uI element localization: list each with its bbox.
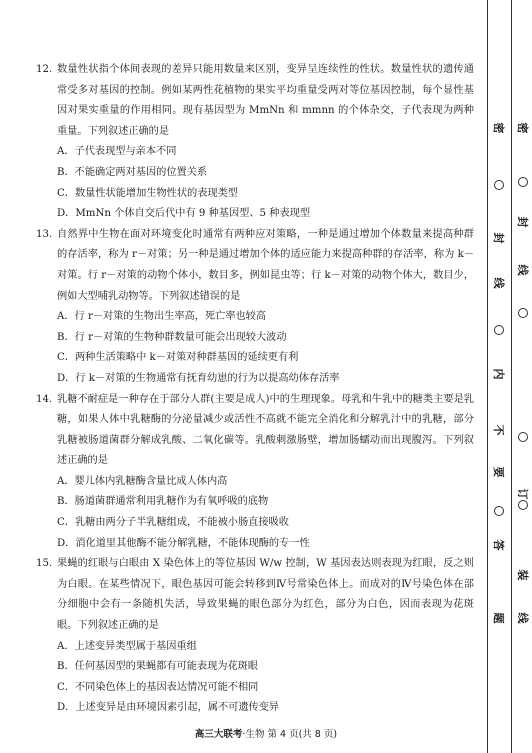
binding-char: 封	[516, 216, 529, 228]
option-d: D．行 k－对策的生物通常有抚育幼崽的行为以提高幼体存活率	[57, 372, 340, 384]
option-c: C．不同染色体上的基因表达情况可能不相同	[57, 681, 259, 693]
question-stem	[36, 225, 474, 307]
question-text: 数量性状指个体间表现的差异只能用数量来区别，变异呈连续性的性状。数量性状的遗传通常受多对基因的控制。例如某两性花植物的果实平均重量受两对等位基因控制，每个显性基因对果实重量的作用相同。现有基因型为 MmNn 和 mmnn 的个体杂交，子代表现为两种重量。下列叙述正确的是	[57, 64, 474, 137]
option-b: B．任何基因型的果蝇都有可能表现为花斑眼	[57, 661, 259, 673]
binding-char: 密	[516, 122, 529, 134]
question-stem	[36, 554, 474, 636]
question-stem	[36, 390, 474, 472]
question-text: 乳糖不耐症是一种存在于部分人群(主要是成人)中的生理现象。母乳和牛乳中的糖类主要是乳糖，如果人体中乳糖酶的分泌量减少或活性不高就不能完全消化和分解乳汁中的乳糖，部分乳糖被肠道菌群分解成乳酸、二氧化碳等。乳酸刺激肠壁，增加肠蠕动而出现腹泻。下列叙述正确的是	[57, 393, 474, 467]
binding-char: 线	[516, 612, 529, 624]
binding-circle	[518, 177, 528, 187]
option-d: D．消化道里其他酶不能分解乳糖，不能体现酶的专一性	[57, 537, 310, 549]
binding-char: 封	[492, 232, 505, 244]
binding-line-right	[511, 0, 512, 753]
page-number: 第 4 页(共 8 页)	[267, 729, 338, 740]
question-15	[36, 554, 474, 719]
question-stem	[36, 60, 474, 142]
option-a: A．上述变异类型属于基因重组	[57, 640, 197, 652]
page-footer	[0, 726, 532, 740]
option-a: A．婴儿体内乳糖酶含量比成人体内高	[57, 475, 228, 487]
option-a: A．子代表现型与亲本不同	[57, 146, 177, 158]
option-c: C．数量性状能增加生物性状的表现类型	[57, 187, 238, 199]
question-12	[36, 60, 474, 225]
binding-char: 装	[516, 569, 529, 581]
binding-char: 线	[516, 264, 529, 276]
questions-area	[36, 60, 474, 719]
binding-circle	[494, 506, 504, 516]
option-a: A．行 r－对策的生物出生率高，死亡率也较高	[57, 311, 267, 323]
question-text: 果蝇的红眼与白眼由 X 染色体上的等位基因 W/w 控制，W 基因表达则表现为红眼，反之则为白眼。在某些情况下，眼色基因可能会转移到Ⅳ号常染色体上。而成对的Ⅳ号染色体在部分细胞中会有一条随机失活，导致果蝇的眼色部分为红色，部分为白色，因而表现为花斑眼。下列叙述正确的是	[57, 558, 474, 632]
binding-circle	[518, 308, 528, 318]
option-b: B．肠道菌群通常利用乳糖作为有氧呼吸的底物	[57, 496, 269, 508]
question-number: 14.	[36, 393, 53, 405]
subject-name: ·生物	[242, 729, 265, 740]
binding-circle	[518, 432, 528, 442]
binding-char: 内	[492, 368, 505, 380]
binding-margin	[481, 0, 532, 753]
question-text: 自然界中生物在面对环境变化时通常有两种应对策略，一种是通过增加个体数量来提高种群的存活率，称为 r－对策；另一种是通过增加个体的适应能力来提高种群的存活率，称为 k－对策。行 r－对策的动物个体小，数目多，例如昆虫等；行 k－对策的动物个体大，数目少，例如大型哺乳动物等。下列叙述错误的是	[57, 228, 474, 302]
question-number: 15.	[36, 558, 53, 570]
binding-line-left	[487, 0, 488, 753]
question-13	[36, 225, 474, 390]
question-number: 12.	[36, 64, 53, 75]
binding-circle	[518, 500, 528, 510]
binding-char: 要	[492, 466, 505, 478]
option-c: C．乳糖由两分子半乳糖组成，不能被小肠直接吸收	[57, 517, 289, 529]
option-d: D．上述变异是由环境因素引起，属不可遗传变异	[57, 702, 280, 714]
option-d: D．MmNn 个体自交后代中有 9 种基因型、5 种表现型	[57, 208, 311, 220]
option-b: B．不能确定两对基因的位置关系	[57, 166, 208, 178]
binding-circle	[494, 325, 504, 335]
binding-char: 线	[492, 277, 505, 289]
binding-circle	[494, 180, 504, 190]
binding-char: 不	[492, 424, 505, 436]
question-14	[36, 390, 474, 555]
option-b: B．行 r－对策的生物种群数量可能会出现较大波动	[57, 331, 287, 343]
question-number: 13.	[36, 228, 53, 240]
option-c: C．两种生活策略中 k－对策对种群基因的延续更有利	[57, 352, 299, 364]
exam-name: 高三大联考	[194, 729, 243, 740]
binding-char: 订	[516, 488, 529, 500]
binding-char: 答	[492, 539, 505, 551]
binding-char: 题	[492, 612, 505, 624]
binding-char: 密	[492, 122, 505, 134]
